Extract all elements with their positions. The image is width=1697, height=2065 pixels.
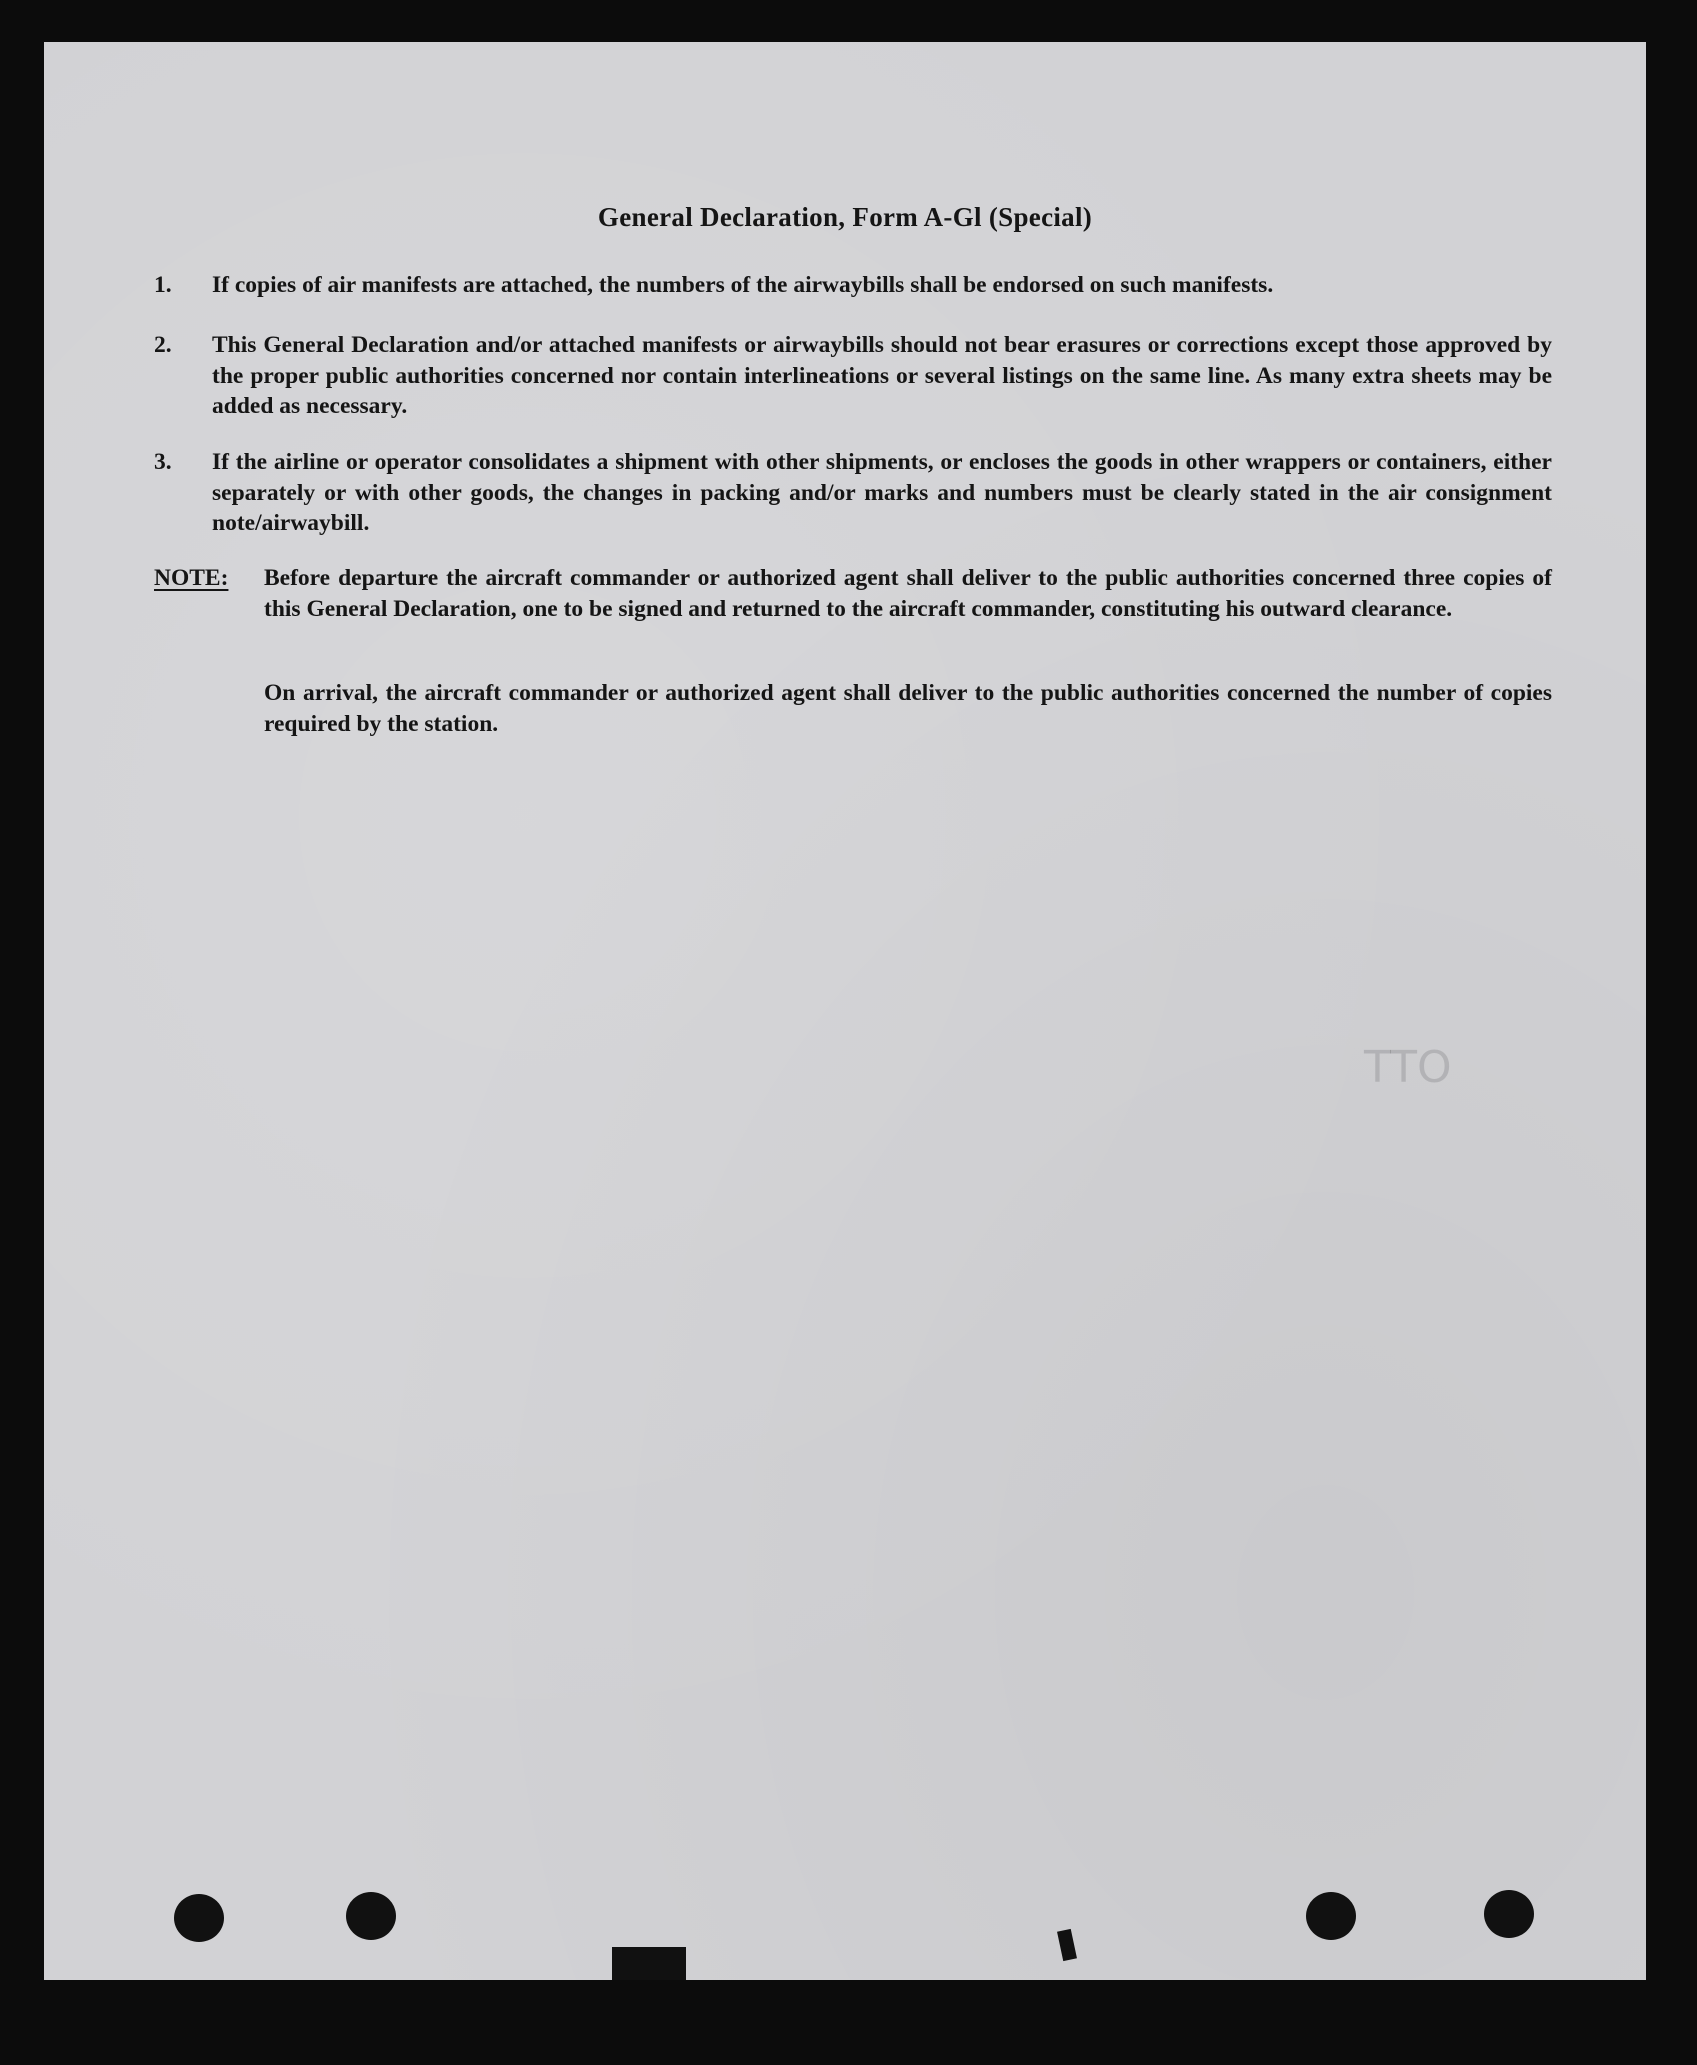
paper-sheet: [44, 42, 1646, 1980]
paper-tear-mark: [1057, 1929, 1077, 1961]
instruction-item-2: [154, 330, 1552, 422]
punch-hole-right-1: [1306, 1892, 1356, 1940]
paper-tear-mark: [612, 1947, 686, 1980]
bleed-through-text: OTT: [1364, 1042, 1452, 1093]
note-label: NOTE:: [154, 565, 229, 591]
note-block: [154, 563, 1552, 624]
punch-hole-left-1: [174, 1894, 224, 1942]
item-text: This General Declaration and/or attached manifests or airwaybills should not bear erasures or corrections except those approved by the proper public authorities concerned nor contain interlineations or several listings on the same line. As many extra sheets may be added as necessary.: [212, 332, 1552, 419]
item-number: 3.: [154, 449, 172, 475]
item-text: If the airline or operator consolidates a shipment with other shipments, or encloses the goods in other wrappers or containers, either separately or with other goods, the changes in packing and/or marks and numbers must be clearly stated in the air consignment note/airwaybill.: [212, 449, 1552, 536]
instruction-item-1: [154, 270, 1552, 301]
note-paragraph-2: On arrival, the aircraft commander or authorized agent shall deliver to the public authorities concerned the number of copies required by the station.: [264, 680, 1552, 737]
punch-hole-left-2: [346, 1892, 396, 1940]
item-number: 2.: [154, 332, 172, 358]
item-number: 1.: [154, 272, 172, 298]
note-paragraph-1: Before departure the aircraft commander or authorized agent shall deliver to the public authorities concerned three copies of this General Declaration, one to be signed and returned to the aircraft commander, constituting his outward clearance.: [264, 565, 1552, 622]
note-block-2: [154, 678, 1552, 739]
item-text: If copies of air manifests are attached, the numbers of the airwaybills shall be endorsed on such manifests.: [212, 272, 1274, 298]
instruction-item-3: [154, 447, 1552, 539]
punch-hole-right-2: [1484, 1890, 1534, 1938]
document-title: General Declaration, Form A-Gl (Special): [597, 202, 1093, 232]
